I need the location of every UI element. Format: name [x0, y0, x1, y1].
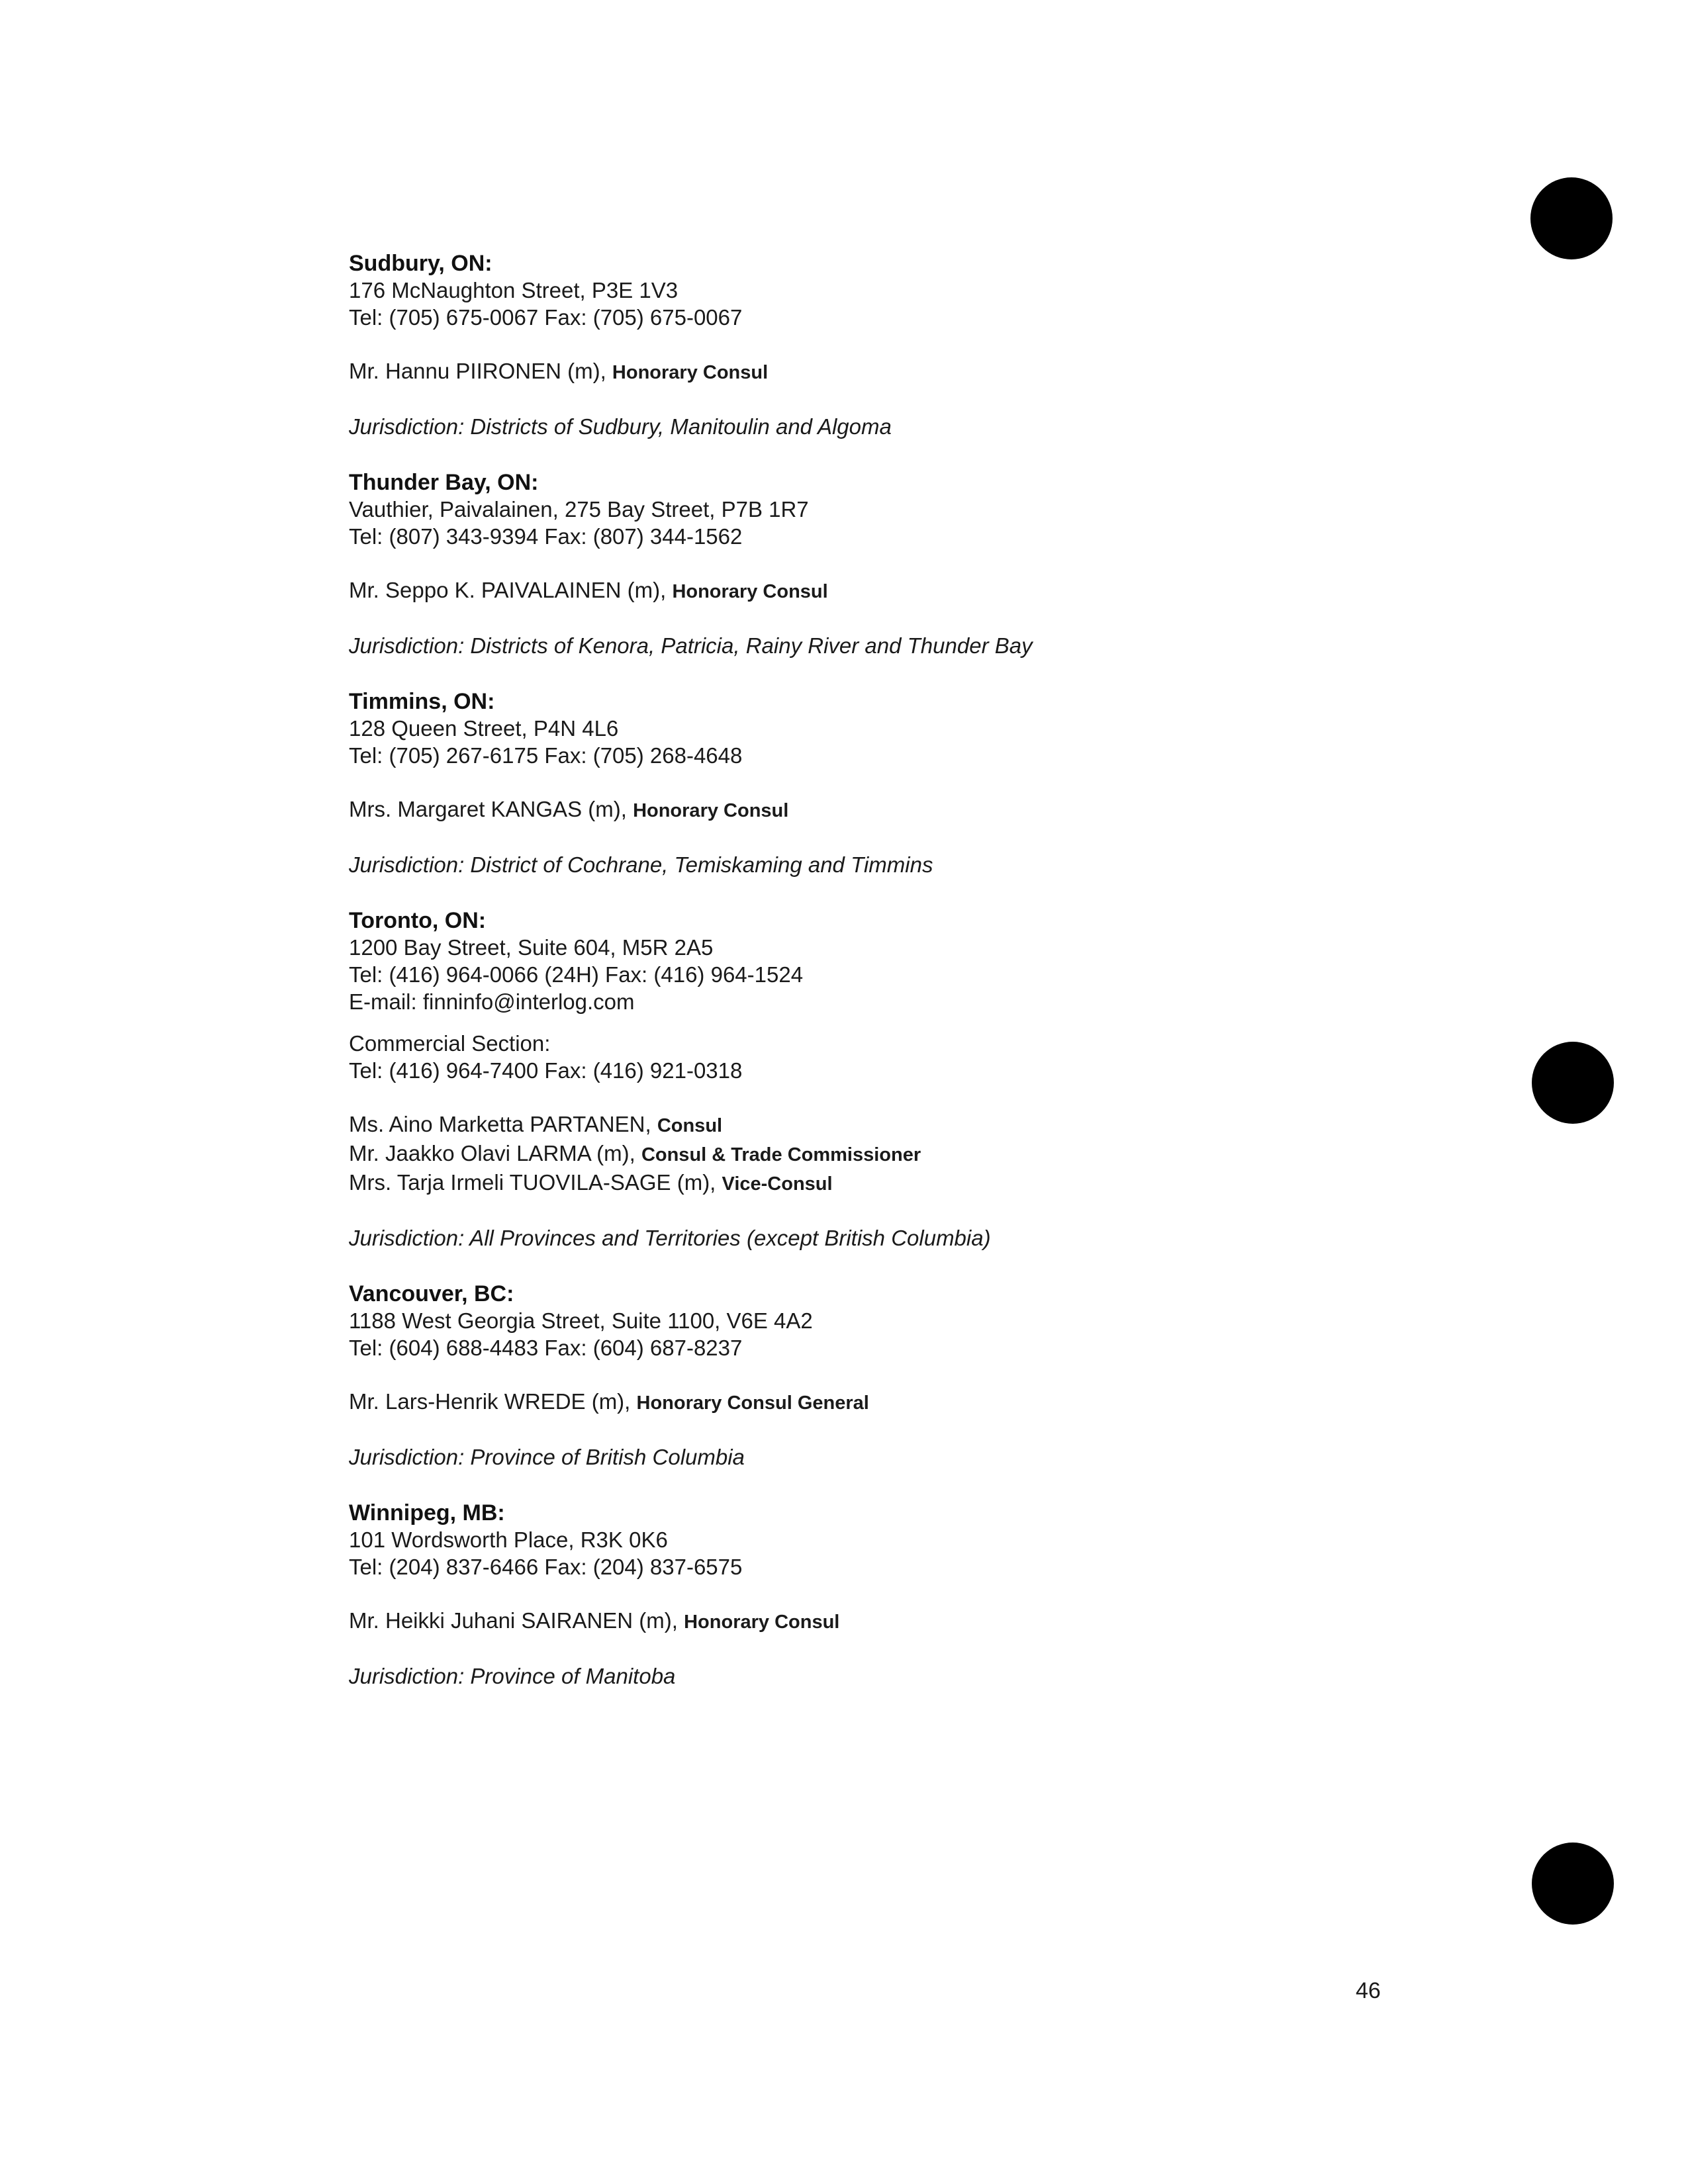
- jurisdiction: Jurisdiction: Province of Manitoba: [349, 1664, 676, 1688]
- official-title: Consul & Trade Commissioner: [641, 1144, 921, 1165]
- official-name: Mrs. Tarja Irmeli TUOVILA-SAGE (m),: [349, 1170, 722, 1195]
- phone-fax: Tel: (416) 964-0066 (24H) Fax: (416) 964-1524: [349, 962, 804, 987]
- official-name: Mr. Hannu PIIRONEN (m),: [349, 359, 612, 383]
- official-title: Honorary Consul: [684, 1612, 840, 1633]
- official-name: Mr. Seppo K. PAIVALAINEN (m),: [349, 578, 673, 602]
- city-heading: Timmins, ON:: [349, 689, 495, 714]
- phone-fax: Tel: (204) 837-6466 Fax: (204) 837-6575: [349, 1555, 743, 1579]
- address: Vauthier, Paivalainen, 275 Bay Street, P7B 1R7: [349, 497, 809, 522]
- official-name: Ms. Aino Marketta PARTANEN,: [349, 1112, 657, 1136]
- address: 176 McNaughton Street, P3E 1V3: [349, 278, 679, 302]
- city-heading: Toronto, ON:: [349, 908, 487, 933]
- official: [349, 796, 1540, 825]
- official-name: Mrs. Margaret KANGAS (m),: [349, 797, 633, 821]
- jurisdiction: Jurisdiction: District of Cochrane, Temiskaming and Timmins: [349, 852, 933, 877]
- official-name: Mr. Heikki Juhani SAIRANEN (m),: [349, 1608, 684, 1633]
- phone-fax: Tel: (705) 675-0067 Fax: (705) 675-0067: [349, 305, 743, 330]
- phone-fax: Tel: (604) 688-4483 Fax: (604) 687-8237: [349, 1336, 743, 1360]
- binder-hole-middle: [1532, 1042, 1614, 1124]
- entry-vancouver: [349, 1281, 1540, 1471]
- commercial-phone-fax: Tel: (416) 964-7400 Fax: (416) 921-0318: [349, 1058, 743, 1083]
- email: E-mail: finninfo@interlog.com: [349, 989, 635, 1014]
- city-heading: Thunder Bay, ON:: [349, 470, 539, 495]
- official-name: Mr. Jaakko Olavi LARMA (m),: [349, 1141, 641, 1165]
- page-number: 46: [1356, 1978, 1381, 2003]
- jurisdiction: Jurisdiction: Districts of Sudbury, Manitoulin and Algoma: [349, 414, 892, 439]
- entry-timmins: [349, 688, 1540, 878]
- address: 1200 Bay Street, Suite 604, M5R 2A5: [349, 935, 714, 960]
- consulate-listing: [349, 250, 1540, 1719]
- entry-sudbury: [349, 250, 1540, 440]
- address: 128 Queen Street, P4N 4L6: [349, 716, 619, 741]
- city-heading: Winnipeg, MB:: [349, 1500, 505, 1525]
- binder-hole-bottom: [1532, 1843, 1614, 1925]
- binder-hole-top: [1530, 177, 1613, 259]
- official-title: Honorary Consul: [612, 362, 769, 383]
- official: [349, 1140, 1540, 1169]
- official: [349, 1607, 1540, 1636]
- city-heading: Vancouver, BC:: [349, 1281, 514, 1306]
- official: [349, 576, 1540, 606]
- entry-thunder-bay: [349, 469, 1540, 659]
- official-title: Consul: [657, 1115, 723, 1136]
- address: 101 Wordsworth Place, R3K 0K6: [349, 1527, 668, 1552]
- official: [349, 1388, 1540, 1417]
- official: [349, 357, 1540, 387]
- official-name: Mr. Lars-Henrik WREDE (m),: [349, 1389, 637, 1414]
- phone-fax: Tel: (807) 343-9394 Fax: (807) 344-1562: [349, 524, 743, 549]
- entry-winnipeg: [349, 1500, 1540, 1690]
- city-heading: Sudbury, ON:: [349, 251, 492, 276]
- jurisdiction: Jurisdiction: Districts of Kenora, Patricia, Rainy River and Thunder Bay: [349, 633, 1033, 658]
- official-title: Vice-Consul: [722, 1173, 833, 1195]
- jurisdiction: Jurisdiction: All Provinces and Territories (except British Columbia): [349, 1226, 991, 1250]
- official: [349, 1169, 1540, 1198]
- official-title: Honorary Consul General: [636, 1392, 869, 1414]
- official-title: Honorary Consul: [633, 800, 789, 821]
- entry-toronto: [349, 907, 1540, 1251]
- jurisdiction: Jurisdiction: Province of British Columbia: [349, 1445, 745, 1469]
- address: 1188 West Georgia Street, Suite 1100, V6E 4A2: [349, 1308, 813, 1333]
- official: [349, 1111, 1540, 1140]
- commercial-section-heading: Commercial Section:: [349, 1031, 551, 1056]
- phone-fax: Tel: (705) 267-6175 Fax: (705) 268-4648: [349, 743, 743, 768]
- official-title: Honorary Consul: [672, 581, 828, 602]
